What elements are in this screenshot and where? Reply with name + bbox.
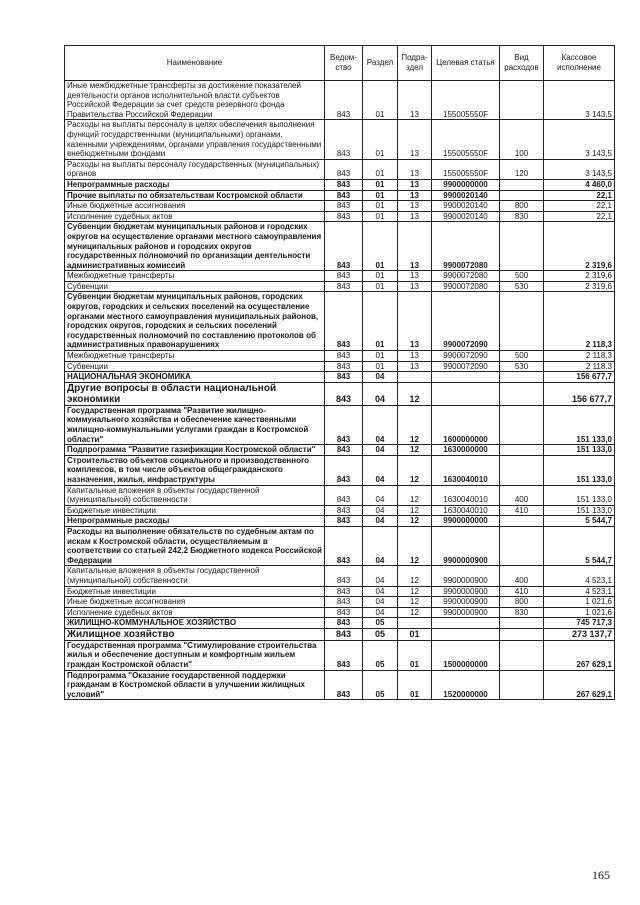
cell-target: 1500000000 xyxy=(432,640,500,670)
table-row xyxy=(65,292,615,351)
header-subsection: Подра-здел xyxy=(398,46,432,81)
table-row xyxy=(65,351,615,362)
cell-kind xyxy=(500,81,544,120)
cell-section: 01 xyxy=(363,281,398,292)
table-row xyxy=(65,485,615,505)
cell-section: 01 xyxy=(363,120,398,159)
table-row xyxy=(65,566,615,586)
cell-target: 155005550F xyxy=(432,120,500,159)
cell-name: Исполнение судебных актов xyxy=(65,607,325,618)
cell-section: 04 xyxy=(363,566,398,586)
cell-name: Иные бюджетные ассигнования xyxy=(65,201,325,212)
cell-amount: 4 523,1 xyxy=(544,566,615,586)
cell-dept: 843 xyxy=(325,640,363,670)
cell-dept: 843 xyxy=(325,618,363,629)
cell-target: 1630040010 xyxy=(432,505,500,516)
cell-dept: 843 xyxy=(325,382,363,405)
cell-name: Субвенции бюджетам муниципальных районов и городских округов на осуществление органами местного самоуправления муниципальных районов и городских округов государственных полномочий по организации деятельности административных комиссий xyxy=(65,222,325,271)
cell-amount: 5 544,7 xyxy=(544,516,615,527)
cell-name: ЖИЛИЩНО-КОММУНАЛЬНОЕ ХОЗЯЙСТВО xyxy=(65,618,325,629)
cell-target xyxy=(432,618,500,629)
table-row xyxy=(65,516,615,527)
cell-amount: 745 717,3 xyxy=(544,618,615,629)
cell-name: Межбюджетные трансферты xyxy=(65,271,325,282)
cell-amount: 3 143,5 xyxy=(544,81,615,120)
cell-dept: 843 xyxy=(325,597,363,608)
cell-target: 9900072080 xyxy=(432,281,500,292)
cell-name: Непрограммные расходы xyxy=(65,516,325,527)
cell-dept: 843 xyxy=(325,607,363,618)
cell-target: 9900000900 xyxy=(432,586,500,597)
cell-section: 05 xyxy=(363,640,398,670)
cell-kind xyxy=(500,628,544,640)
cell-target: 9900000000 xyxy=(432,516,500,527)
cell-name: НАЦИОНАЛЬНАЯ ЭКОНОМИКА xyxy=(65,372,325,383)
cell-section: 04 xyxy=(363,505,398,516)
cell-section: 04 xyxy=(363,372,398,383)
cell-kind xyxy=(500,670,544,700)
cell-subsection: 12 xyxy=(398,455,432,485)
table-body xyxy=(65,81,615,700)
cell-kind xyxy=(500,445,544,456)
table-row xyxy=(65,628,615,640)
cell-kind: 800 xyxy=(500,597,544,608)
cell-section: 04 xyxy=(363,586,398,597)
cell-target: 9900072080 xyxy=(432,222,500,271)
table-row xyxy=(65,445,615,456)
cell-subsection xyxy=(398,372,432,383)
cell-kind xyxy=(500,618,544,629)
cell-kind xyxy=(500,179,544,190)
cell-kind xyxy=(500,516,544,527)
cell-dept: 843 xyxy=(325,271,363,282)
table-row xyxy=(65,597,615,608)
cell-section: 04 xyxy=(363,526,398,565)
cell-name: Расходы на выплаты персоналу государственных (муниципальных) органов xyxy=(65,159,325,179)
cell-subsection: 13 xyxy=(398,211,432,222)
cell-name: Субвенции xyxy=(65,281,325,292)
cell-dept: 843 xyxy=(325,222,363,271)
cell-amount: 1 021,6 xyxy=(544,607,615,618)
cell-name: Бюджетные инвестиции xyxy=(65,505,325,516)
cell-dept: 843 xyxy=(325,628,363,640)
cell-section: 01 xyxy=(363,179,398,190)
cell-subsection: 13 xyxy=(398,201,432,212)
cell-name: Исполнение судебных актов xyxy=(65,211,325,222)
cell-dept: 843 xyxy=(325,120,363,159)
cell-kind: 830 xyxy=(500,607,544,618)
cell-amount: 3 143,5 xyxy=(544,159,615,179)
cell-subsection: 12 xyxy=(398,586,432,597)
cell-amount: 156 677,7 xyxy=(544,372,615,383)
cell-target xyxy=(432,382,500,405)
cell-dept: 843 xyxy=(325,159,363,179)
table-row xyxy=(65,607,615,618)
table-row xyxy=(65,586,615,597)
cell-amount: 22,1 xyxy=(544,211,615,222)
cell-name: Другие вопросы в области национальной экономики xyxy=(65,382,325,405)
cell-amount: 151 133,0 xyxy=(544,445,615,456)
cell-target: 1630000000 xyxy=(432,445,500,456)
cell-kind: 410 xyxy=(500,505,544,516)
cell-kind: 530 xyxy=(500,281,544,292)
table-row xyxy=(65,670,615,700)
cell-name: Бюджетные инвестиции xyxy=(65,586,325,597)
cell-target: 155005550F xyxy=(432,81,500,120)
cell-name: Строительство объектов социального и производственного комплексов, в том числе объектов общегражданского назначения, жилья, инфраструктуры xyxy=(65,455,325,485)
table-row xyxy=(65,361,615,372)
table-row xyxy=(65,405,615,444)
table-row xyxy=(65,159,615,179)
cell-target: 9900000900 xyxy=(432,566,500,586)
cell-name: Иные межбюджетные трансферты за достижение показателей деятельности органов исполнительной власти субъектов Российской Федерации за счет средств резервного фонда Правительства Российской Федерации xyxy=(65,81,325,120)
cell-amount: 2 319,6 xyxy=(544,222,615,271)
cell-section: 04 xyxy=(363,485,398,505)
cell-kind: 100 xyxy=(500,120,544,159)
cell-dept: 843 xyxy=(325,351,363,362)
cell-subsection: 12 xyxy=(398,382,432,405)
header-amount: Кассовое исполнение xyxy=(544,46,615,81)
cell-target: 9900072080 xyxy=(432,271,500,282)
cell-amount: 151 133,0 xyxy=(544,505,615,516)
table-row xyxy=(65,455,615,485)
cell-section: 01 xyxy=(363,81,398,120)
cell-section: 01 xyxy=(363,361,398,372)
cell-amount: 1 021,6 xyxy=(544,597,615,608)
cell-dept: 843 xyxy=(325,361,363,372)
cell-kind xyxy=(500,526,544,565)
cell-kind xyxy=(500,640,544,670)
cell-target: 1630040010 xyxy=(432,455,500,485)
cell-subsection: 13 xyxy=(398,271,432,282)
cell-dept: 843 xyxy=(325,190,363,201)
cell-target: 9900072090 xyxy=(432,351,500,362)
cell-section: 04 xyxy=(363,516,398,527)
cell-subsection: 13 xyxy=(398,281,432,292)
cell-amount: 156 677,7 xyxy=(544,382,615,405)
cell-target: 9900072090 xyxy=(432,361,500,372)
cell-amount: 2 118,3 xyxy=(544,292,615,351)
cell-section: 01 xyxy=(363,190,398,201)
cell-name: Межбюджетные трансферты xyxy=(65,351,325,362)
cell-subsection: 12 xyxy=(398,405,432,444)
cell-name: Прочие выплаты по обязательствам Костромской области xyxy=(65,190,325,201)
cell-target: 1520000000 xyxy=(432,670,500,700)
cell-target: 9900000000 xyxy=(432,179,500,190)
cell-amount: 273 137,7 xyxy=(544,628,615,640)
cell-section: 01 xyxy=(363,271,398,282)
cell-kind: 500 xyxy=(500,271,544,282)
cell-amount: 3 143,5 xyxy=(544,120,615,159)
cell-dept: 843 xyxy=(325,445,363,456)
cell-name: Расходы на выплаты персоналу в целях обеспечения выполнения функций государственными (муниципальными) органами, казенными учреждениями, органами управления государственными внебюджетными фондами xyxy=(65,120,325,159)
cell-subsection: 13 xyxy=(398,120,432,159)
table-row xyxy=(65,505,615,516)
cell-kind: 410 xyxy=(500,586,544,597)
header-kind: Вид расходов xyxy=(500,46,544,81)
cell-target: 155005550F xyxy=(432,159,500,179)
cell-section: 04 xyxy=(363,597,398,608)
table-row xyxy=(65,81,615,120)
cell-kind xyxy=(500,292,544,351)
header-target: Целевая статья xyxy=(432,46,500,81)
header-name: Наименование xyxy=(65,46,325,81)
cell-dept: 843 xyxy=(325,201,363,212)
cell-amount: 2 118,3 xyxy=(544,351,615,362)
cell-section: 05 xyxy=(363,628,398,640)
cell-subsection: 12 xyxy=(398,445,432,456)
table-row xyxy=(65,222,615,271)
cell-dept: 843 xyxy=(325,455,363,485)
cell-dept: 843 xyxy=(325,211,363,222)
cell-kind: 500 xyxy=(500,351,544,362)
cell-name: Подпрограмма "Оказание государственной поддержки гражданам в Костромской области в улучшении жилищных условий" xyxy=(65,670,325,700)
cell-section: 04 xyxy=(363,382,398,405)
cell-section: 01 xyxy=(363,159,398,179)
cell-subsection: 12 xyxy=(398,566,432,586)
cell-section: 04 xyxy=(363,607,398,618)
cell-amount: 267 629,1 xyxy=(544,670,615,700)
table-row xyxy=(65,211,615,222)
cell-name: Капитальные вложения в объекты государственной (муниципальной) собственности xyxy=(65,566,325,586)
cell-subsection: 12 xyxy=(398,485,432,505)
table-row xyxy=(65,201,615,212)
cell-amount: 2 319,6 xyxy=(544,281,615,292)
table-row xyxy=(65,271,615,282)
cell-amount: 267 629,1 xyxy=(544,640,615,670)
cell-name: Жилищное хозяйство xyxy=(65,628,325,640)
cell-subsection: 13 xyxy=(398,361,432,372)
table-row xyxy=(65,526,615,565)
cell-amount: 151 133,0 xyxy=(544,405,615,444)
cell-section: 04 xyxy=(363,455,398,485)
table-row xyxy=(65,372,615,383)
cell-dept: 843 xyxy=(325,281,363,292)
cell-kind xyxy=(500,405,544,444)
cell-dept: 843 xyxy=(325,179,363,190)
cell-kind: 830 xyxy=(500,211,544,222)
cell-amount: 4 523,1 xyxy=(544,586,615,597)
cell-kind xyxy=(500,222,544,271)
cell-dept: 843 xyxy=(325,505,363,516)
cell-amount: 151 133,0 xyxy=(544,485,615,505)
cell-target xyxy=(432,372,500,383)
table-row xyxy=(65,179,615,190)
cell-name: Государственная программа "Стимулирование строительства жилья и обеспечение доступным и комфортным жильем граждан Костромской области" xyxy=(65,640,325,670)
table-row xyxy=(65,618,615,629)
page-number: 165 xyxy=(592,868,610,882)
cell-target: 9900000900 xyxy=(432,526,500,565)
table-row xyxy=(65,382,615,405)
table-row xyxy=(65,640,615,670)
cell-name: Капитальные вложения в объекты государственной (муниципальной) собственности xyxy=(65,485,325,505)
cell-subsection: 01 xyxy=(398,628,432,640)
cell-subsection: 01 xyxy=(398,670,432,700)
cell-section: 01 xyxy=(363,222,398,271)
header-dept: Ведом-ство xyxy=(325,46,363,81)
cell-dept: 843 xyxy=(325,372,363,383)
cell-kind xyxy=(500,455,544,485)
cell-subsection: 12 xyxy=(398,607,432,618)
cell-subsection xyxy=(398,618,432,629)
cell-kind: 800 xyxy=(500,201,544,212)
cell-section: 01 xyxy=(363,201,398,212)
table-row xyxy=(65,190,615,201)
cell-subsection: 13 xyxy=(398,351,432,362)
cell-target xyxy=(432,628,500,640)
cell-dept: 843 xyxy=(325,485,363,505)
cell-subsection: 13 xyxy=(398,190,432,201)
cell-dept: 843 xyxy=(325,670,363,700)
cell-name: Субвенции xyxy=(65,361,325,372)
table-row xyxy=(65,120,615,159)
cell-amount: 5 544,7 xyxy=(544,526,615,565)
cell-name: Подпрограмма "Развитие газификации Костромской области" xyxy=(65,445,325,456)
cell-amount: 151 133,0 xyxy=(544,455,615,485)
cell-target: 9900000900 xyxy=(432,607,500,618)
cell-section: 01 xyxy=(363,351,398,362)
cell-dept: 843 xyxy=(325,516,363,527)
cell-kind xyxy=(500,190,544,201)
cell-target: 1600000000 xyxy=(432,405,500,444)
cell-dept: 843 xyxy=(325,566,363,586)
table-row xyxy=(65,281,615,292)
cell-subsection: 13 xyxy=(398,292,432,351)
cell-section: 04 xyxy=(363,405,398,444)
cell-target: 9900072090 xyxy=(432,292,500,351)
cell-amount: 2 319,6 xyxy=(544,271,615,282)
cell-subsection: 12 xyxy=(398,516,432,527)
table-header-row xyxy=(65,46,615,81)
cell-kind xyxy=(500,372,544,383)
cell-target: 9900020140 xyxy=(432,211,500,222)
cell-subsection: 13 xyxy=(398,81,432,120)
cell-name: Субвенции бюджетам муниципальных районов, городских округов, городских и сельских поселений на осуществление органами местного самоуправления муниципальных районов, городских округов, городских и сельских поселений государственных полномочий по составлению протоколов об административных правонарушениях xyxy=(65,292,325,351)
cell-kind: 120 xyxy=(500,159,544,179)
cell-target: 9900020140 xyxy=(432,190,500,201)
cell-name: Государственная программа "Развитие жилищно-коммунального хозяйства и обеспечение качественными жилищно-коммунальными услугами граждан в Костромской области" xyxy=(65,405,325,444)
cell-subsection: 12 xyxy=(398,526,432,565)
cell-section: 04 xyxy=(363,445,398,456)
cell-section: 01 xyxy=(363,292,398,351)
cell-kind: 400 xyxy=(500,485,544,505)
cell-kind: 400 xyxy=(500,566,544,586)
cell-subsection: 13 xyxy=(398,179,432,190)
header-section: Раздел xyxy=(363,46,398,81)
cell-subsection: 12 xyxy=(398,597,432,608)
cell-section: 01 xyxy=(363,211,398,222)
cell-name: Непрограммные расходы xyxy=(65,179,325,190)
cell-dept: 843 xyxy=(325,586,363,597)
cell-dept: 843 xyxy=(325,81,363,120)
cell-dept: 843 xyxy=(325,405,363,444)
budget-table-sheet xyxy=(64,45,614,700)
cell-target: 9900000900 xyxy=(432,597,500,608)
cell-name: Иные бюджетные ассигнования xyxy=(65,597,325,608)
cell-subsection: 13 xyxy=(398,159,432,179)
cell-amount: 2 118,3 xyxy=(544,361,615,372)
budget-table xyxy=(64,45,615,700)
cell-subsection: 12 xyxy=(398,505,432,516)
cell-target: 1630040010 xyxy=(432,485,500,505)
cell-subsection: 13 xyxy=(398,222,432,271)
cell-dept: 843 xyxy=(325,292,363,351)
cell-kind: 530 xyxy=(500,361,544,372)
cell-name: Расходы на выполнение обязательств по судебным актам по искам к Костромской области, осуществляемым в соответствии со статьей 242.2 Бюджетного кодекса Российской Федерации xyxy=(65,526,325,565)
cell-section: 05 xyxy=(363,618,398,629)
cell-target: 9900020140 xyxy=(432,201,500,212)
cell-amount: 4 460,0 xyxy=(544,179,615,190)
cell-dept: 843 xyxy=(325,526,363,565)
cell-amount: 22,1 xyxy=(544,190,615,201)
cell-amount: 22,1 xyxy=(544,201,615,212)
cell-subsection: 01 xyxy=(398,640,432,670)
cell-kind xyxy=(500,382,544,405)
cell-section: 05 xyxy=(363,670,398,700)
